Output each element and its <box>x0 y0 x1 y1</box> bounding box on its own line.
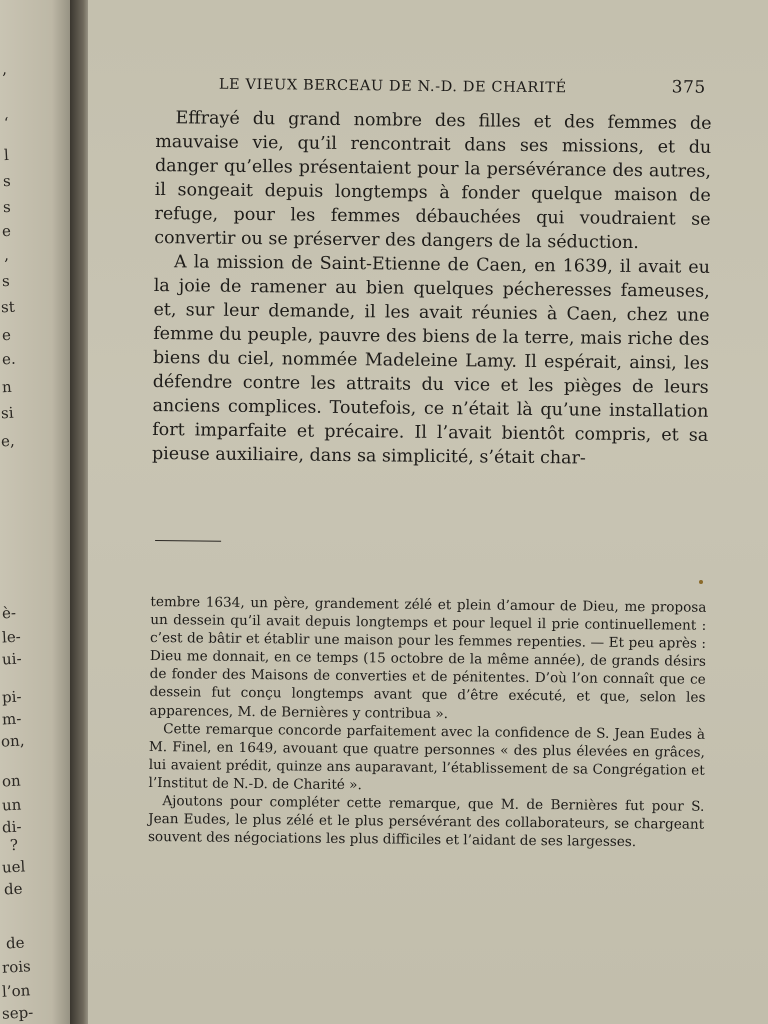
left-fragment: s <box>1 271 11 291</box>
left-fragment: rois <box>1 957 32 977</box>
left-page-text-fragments <box>0 0 74 1024</box>
left-fragment: un <box>1 795 22 815</box>
left-fragment: sep- <box>1 1003 34 1023</box>
right-page <box>88 0 768 1024</box>
left-fragment: di- <box>1 817 22 837</box>
left-fragment: è- <box>1 603 17 623</box>
page-number: 375 <box>671 77 706 98</box>
left-fragment: ui- <box>1 649 22 669</box>
footnote-paragraph: Ajoutons pour compléter cette remarque, que M. de Bernières fut pour S. Jean Eudes, le plus zélé et le plus persévérant des collaborateurs, se chargeant souvent des négociations les plus difficiles et l’aidant de ses largesses. <box>147 793 705 851</box>
left-fragment: pi- <box>1 687 22 707</box>
left-fragment: uel <box>1 857 26 877</box>
footnotes <box>148 593 707 852</box>
left-fragment: e <box>1 221 12 241</box>
left-fragment: m- <box>1 709 22 729</box>
page-content <box>148 72 712 852</box>
body-paragraph: Effrayé du grand nombre des filles et des femmes de mauvaise vie, qu’il rencontrait dans ses missions, et du danger qu’elles présentaient pour la persévérance des autres, il songeait depuis longtemps à fonder quelque maison de refuge, pour les femmes débauchées qui voudraient se convertir ou se préserver des dangers de la séduction. <box>154 108 712 254</box>
left-fragment: e <box>1 325 12 345</box>
left-fragment: l’on <box>1 981 31 1001</box>
left-fragment: on <box>1 771 22 791</box>
left-fragment: on, <box>0 731 25 751</box>
left-fragment: s <box>2 197 12 217</box>
left-fragment: e. <box>1 349 17 369</box>
left-fragment: st <box>0 297 16 317</box>
footnote-paragraph: tembre 1634, un père, grandement zélé et plein d’amour de Dieu, me proposa un dessein qu’il avait depuis longtemps et pour lequel il prie continuellement : c’est de bâtir et établir une maison pour les femmes repenties. — Et peu après : Dieu me donnait, en ce temps (15 octobre de la même année), de grands désirs de fonder des Maisons de converties et de pénitentes. D’où l’on connaît que ce dessein fut conçu longtemps avant que d’être exécuté, et que, selon les apparences, M. de Bernières y contribua ». <box>149 593 707 722</box>
left-fragment: , <box>1 59 8 79</box>
left-fragment: si <box>0 403 14 423</box>
left-fragment: n <box>1 377 13 397</box>
left-fragment: e, <box>0 431 16 451</box>
footnote-rule <box>155 540 221 542</box>
footnote-paragraph: Cette remarque concorde parfaitement avec la confidence de S. Jean Eudes à M. Finel, en 1649, avouant que quatre personnes « des plus élevées en grâces, lui avaient prédit, quinze ans auparavant, l’établissement de sa Congrégation et l’Institut de N.-D. de Charité ». <box>148 720 706 794</box>
running-head <box>156 72 712 108</box>
body-paragraph: A la mission de Saint-Etienne de Caen, en 1639, il avait eu la joie de ramener au bien quelques pécheresses fameuses, et, sur leur demande, il les avait réunies à Caen, chez une femme du peuple, pauvre des biens de la terre, mais riche des biens du ciel, nommée Madeleine Lamy. Il espérait, ainsi, les défendre contre les attraits du vice et les pièges de leurs anciens complices. Toutefois, ce n’était là qu’une installation fort imparfaite et précaire. Il l’avait bientôt compris, et sa pieuse auxiliaire, dans sa simplicité, s’était char- <box>151 252 711 469</box>
body-text <box>152 106 712 472</box>
left-fragment: l <box>3 145 10 165</box>
running-title: LE VIEUX BERCEAU DE N.-D. DE CHARITÉ <box>218 76 567 97</box>
left-fragment: le- <box>1 627 22 647</box>
left-fragment: ‘ <box>3 113 10 133</box>
left-fragment: de <box>5 933 25 953</box>
left-fragment: ? <box>9 835 19 855</box>
left-fragment: de <box>3 879 23 899</box>
left-fragment: , <box>3 245 10 265</box>
left-fragment: s <box>2 171 12 191</box>
